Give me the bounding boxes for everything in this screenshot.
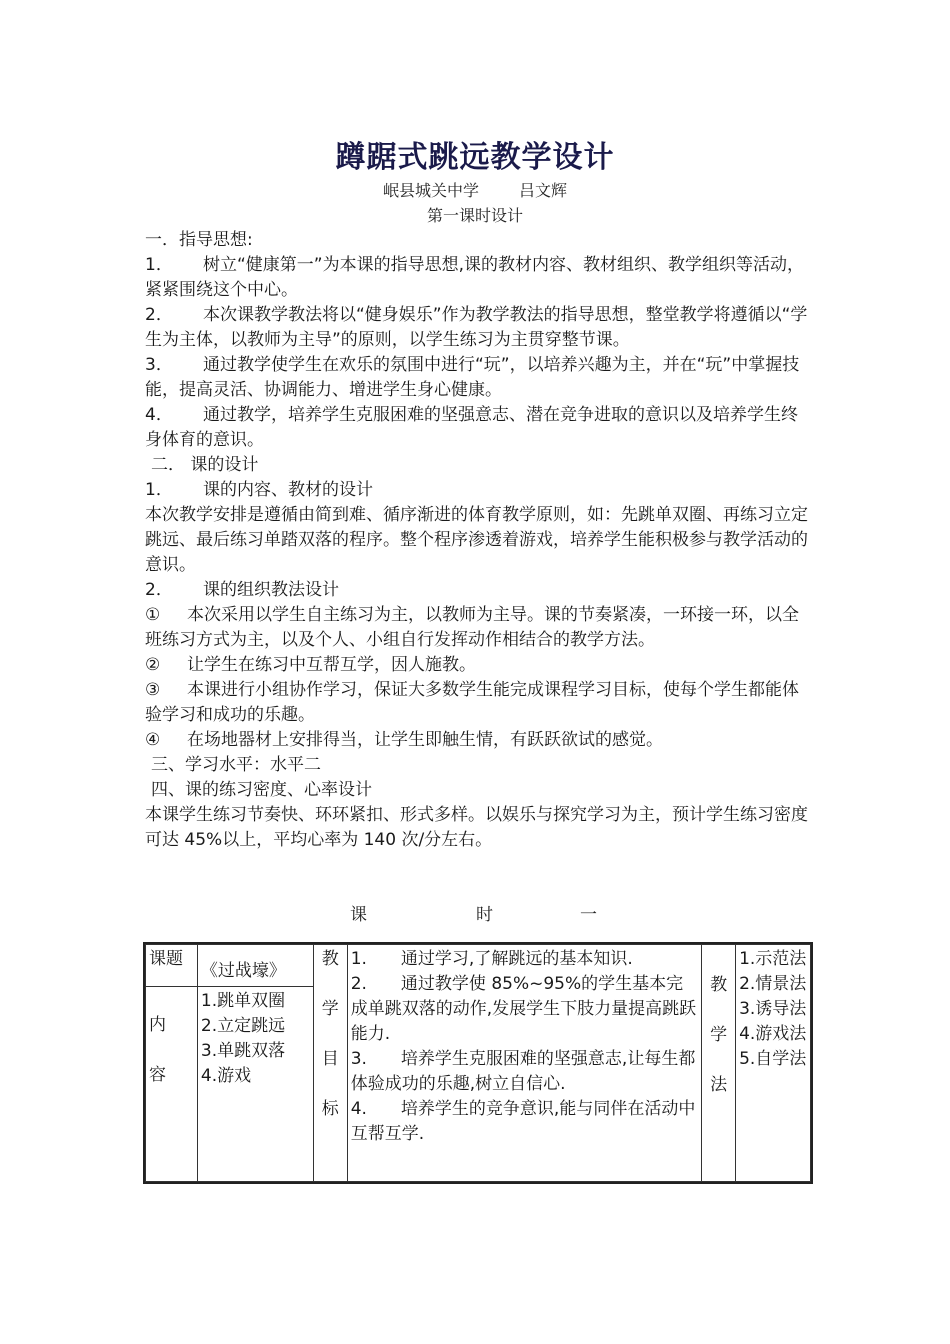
density-text: 本课学生练习节奏快、环环紧扣、形式多样。以娱乐与探究学习为主，预计学生练习密度可达 45%以上，平均心率为 140 次/分左右。 <box>145 805 808 850</box>
content-item: 4.游戏 <box>200 1066 252 1086</box>
method-item-3: ③ 本课进行小组协作学习，保证大多数学生能完成课程学习目标，使每个学生都能体验学习和成功的乐趣。 <box>145 680 799 725</box>
paragraph-4: 4． 通过教学，培养学生克服困难的坚强意志、潜在竞争进取的意识以及培养学生终身体育的意识。 <box>145 405 798 450</box>
content-item: 3.单跳双落 <box>200 1041 286 1061</box>
goal-item: 4. 培养学生的竞争意识,能与同伴在活动中互帮互学. <box>350 1099 696 1144</box>
topic-label: 课题 <box>146 945 198 987</box>
paragraph-3: 3． 通过教学使学生在欢乐的氛围中进行“玩”，以培养兴趣为主，并在“玩”中掌握技能，提高灵活、协调能力、增进学生身心健康。 <box>145 355 800 400</box>
content-list <box>197 987 313 1182</box>
method-item: 3.诱导法 <box>739 999 807 1019</box>
content-item: 1.跳单双圈 <box>200 991 286 1011</box>
goal-item: 2. 通过教学使 85%~95%的学生基本完成单跳双落的动作,发展学生下肢力量提高跳跃能力. <box>350 974 697 1044</box>
lesson-char-1: 课 <box>350 905 367 925</box>
author-name: 吕文辉 <box>519 181 568 200</box>
goal-item: 1. 通过学习,了解跳远的基本知识. <box>350 949 633 969</box>
lesson-char-3: 一 <box>580 905 597 925</box>
method-item: 2.情景法 <box>739 974 807 994</box>
lesson-char-2: 时 <box>476 905 493 925</box>
content-item: 2.立定跳远 <box>200 1016 286 1036</box>
method-item-2: ② 让学生在练习中互帮互学，因人施教。 <box>145 655 476 675</box>
author-line <box>0 178 950 201</box>
heading-guiding-thought: 一．指导思想: <box>145 230 253 250</box>
methods-cell <box>736 945 811 1182</box>
subheading-2: 2． 课的组织教法设计 <box>145 580 339 600</box>
school-name: 岷县城关中学 <box>382 181 479 200</box>
method-item-1: ① 本次采用以学生自主练习为主，以教师为主导。课的节奏紧凑，一环接一环，以全班练习方式为主，以及个人、小组自行发挥动作相结合的教学方法。 <box>145 605 799 650</box>
heading-lesson-design: 二． 课的设计 <box>151 455 259 475</box>
method-item: 1.示范法 <box>739 949 807 969</box>
method-item: 5.自学法 <box>739 1049 807 1069</box>
method-item: 4.游戏法 <box>739 1024 807 1044</box>
paragraph-1: 1． 树立“健康第一”为本课的指导思想,课的教材内容、教材组织、教学组织等活动，紧紧围绕这个中心。 <box>145 255 805 300</box>
subheading-1: 1． 课的内容、教材的设计 <box>145 480 373 500</box>
subheading-1-text: 本次教学安排是遵循由简到难、循序渐进的体育教学原则，如：先跳单双圈、再练习立定跳远、最后练习单踏双落的程序。整个程序渗透着游戏，培养学生能积极参与教学活动的意识。 <box>145 505 808 575</box>
method-label: 教 学 法 <box>702 945 736 1182</box>
document-body <box>145 228 810 853</box>
goal-item: 3. 培养学生克服困难的坚强意志,让每生都体验成功的乐趣,树立自信心. <box>350 1049 696 1094</box>
topic-value: 《过战壕》 <box>197 945 313 987</box>
lesson-plan-table <box>145 944 811 1182</box>
paragraph-2: 2． 本次课教学教法将以“健身娱乐”作为教学教法的指导思想，整堂教学将遵循以“学生为主体，以教师为主导”的原则，以学生练习为主贯穿整节课。 <box>145 305 808 350</box>
goal-label: 教 学 目 标 <box>313 945 347 1182</box>
page-title: 蹲踞式跳远教学设计 <box>335 140 615 175</box>
content-label: 内 容 <box>146 987 198 1182</box>
section-title: 第一课时设计 <box>426 206 523 225</box>
method-item-4: ④ 在场地器材上安排得当，让学生即触生情，有跃跃欲试的感觉。 <box>145 730 663 750</box>
goals-cell <box>347 945 701 1182</box>
heading-learning-level: 三、学习水平：水平二 <box>151 755 321 775</box>
heading-density: 四、课的练习密度、心率设计 <box>151 780 372 800</box>
